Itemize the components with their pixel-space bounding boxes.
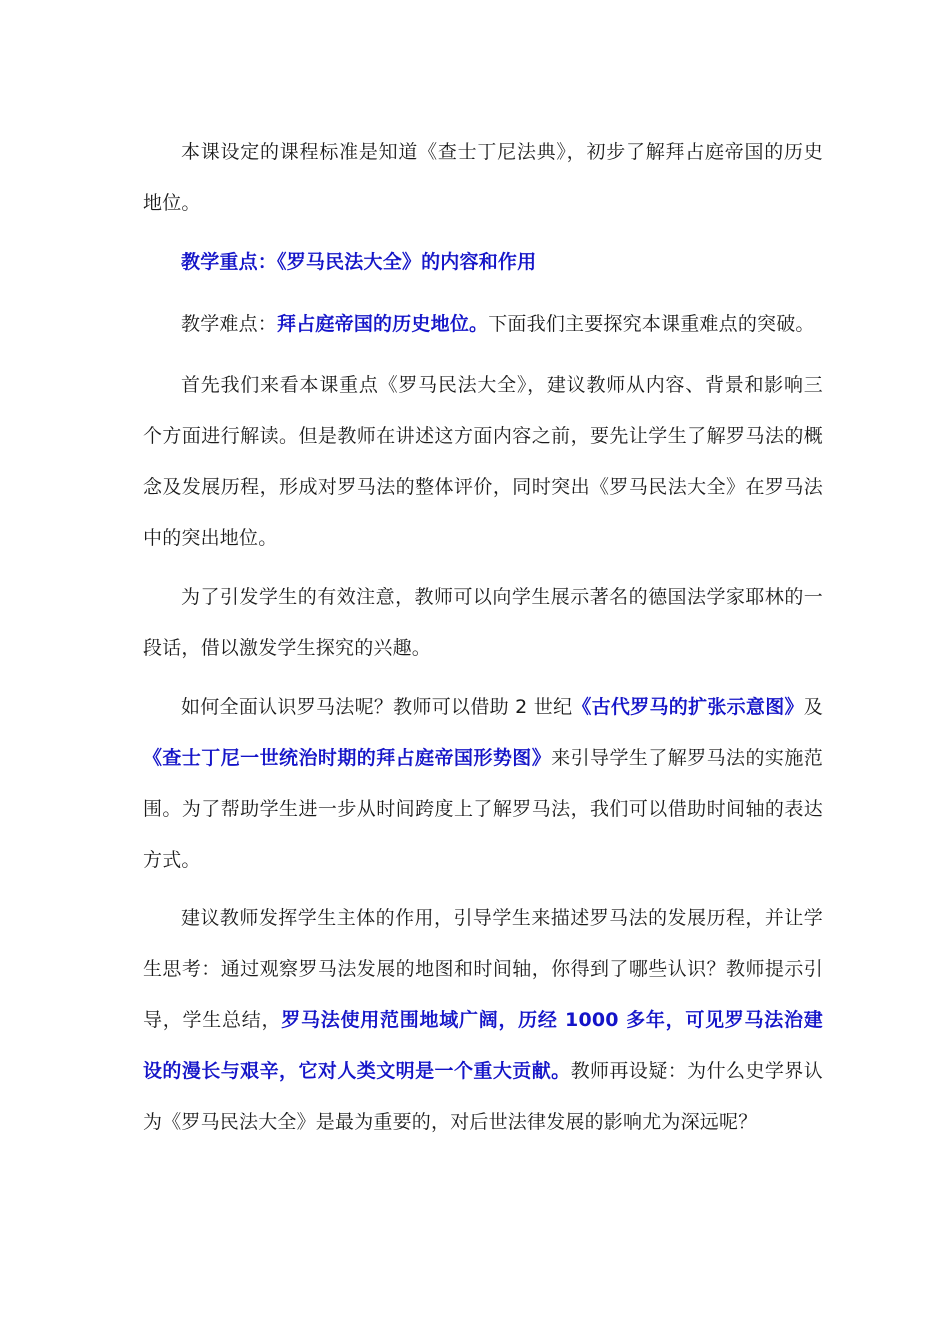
difficulty-suffix: 下面我们主要探究本课重难点的突破。 (488, 313, 815, 335)
map-study-text-3: 来引导学生了解罗马法的实施范围。为了帮助学生进一步从时间跨度上了解罗马法，我们可以借助时间轴的表达方式。 (143, 747, 823, 871)
student-role-text-2: 教师再设疑：为什么史学界认为《罗马民法大全》是最为重要的，对后世法律发展的影响尤为深远呢？ (143, 1060, 823, 1133)
map-study-text-2: 及 (803, 696, 823, 718)
course-standard-text: 本课设定的课程标准是知道《查士丁尼法典》，初步了解拜占庭帝国的历史地位。 (143, 141, 823, 214)
paragraph-teaching-difficulty (143, 299, 823, 350)
paragraph-attention (143, 572, 823, 674)
paragraph-teaching-focus (143, 237, 823, 288)
paragraph-focus-intro (143, 360, 823, 564)
focus-intro-text: 首先我们来看本课重点《罗马民法大全》，建议教师从内容、背景和影响三个方面进行解读。但是教师在讲述这方面内容之前，要先让学生了解罗马法的概念及发展历程，形成对罗马法的整体评价，同时突出《罗马民法大全》在罗马法中的突出地位。 (143, 374, 823, 549)
teaching-focus-heading: 教学重点：《罗马民法大全》的内容和作用 (181, 251, 537, 273)
difficulty-label: 教学难点： (181, 313, 278, 335)
student-role-text-1: 建议教师发挥学生主体的作用，引导学生来描述罗马法的发展历程，并让学生思考：通过观察罗马法发展的地图和时间轴，你得到了哪些认识？教师提示引导，学生总结， (143, 907, 823, 1031)
student-role-highlight: 罗马法使用范围地域广阔，历经 1000 多年，可见罗马法治建设的漫长与艰辛，它对人类文明是一个重大贡献。 (143, 1009, 823, 1082)
map-study-text-1: 如何全面认识罗马法呢？教师可以借助 2 世纪 (181, 696, 573, 718)
map-title-expansion: 《古代罗马的扩张示意图》 (572, 696, 804, 718)
paragraph-course-standard (143, 127, 823, 229)
paragraph-map-study (143, 682, 823, 886)
map-title-byzantine: 《查士丁尼一世统治时期的拜占庭帝国形势图》 (143, 747, 552, 769)
paragraph-student-role (143, 893, 823, 1148)
difficulty-highlight: 拜占庭帝国的历史地位。 (277, 313, 489, 335)
attention-text: 为了引发学生的有效注意，教师可以向学生展示著名的德国法学家耶林的一段话，借以激发学生探究的兴趣。 (143, 586, 823, 659)
